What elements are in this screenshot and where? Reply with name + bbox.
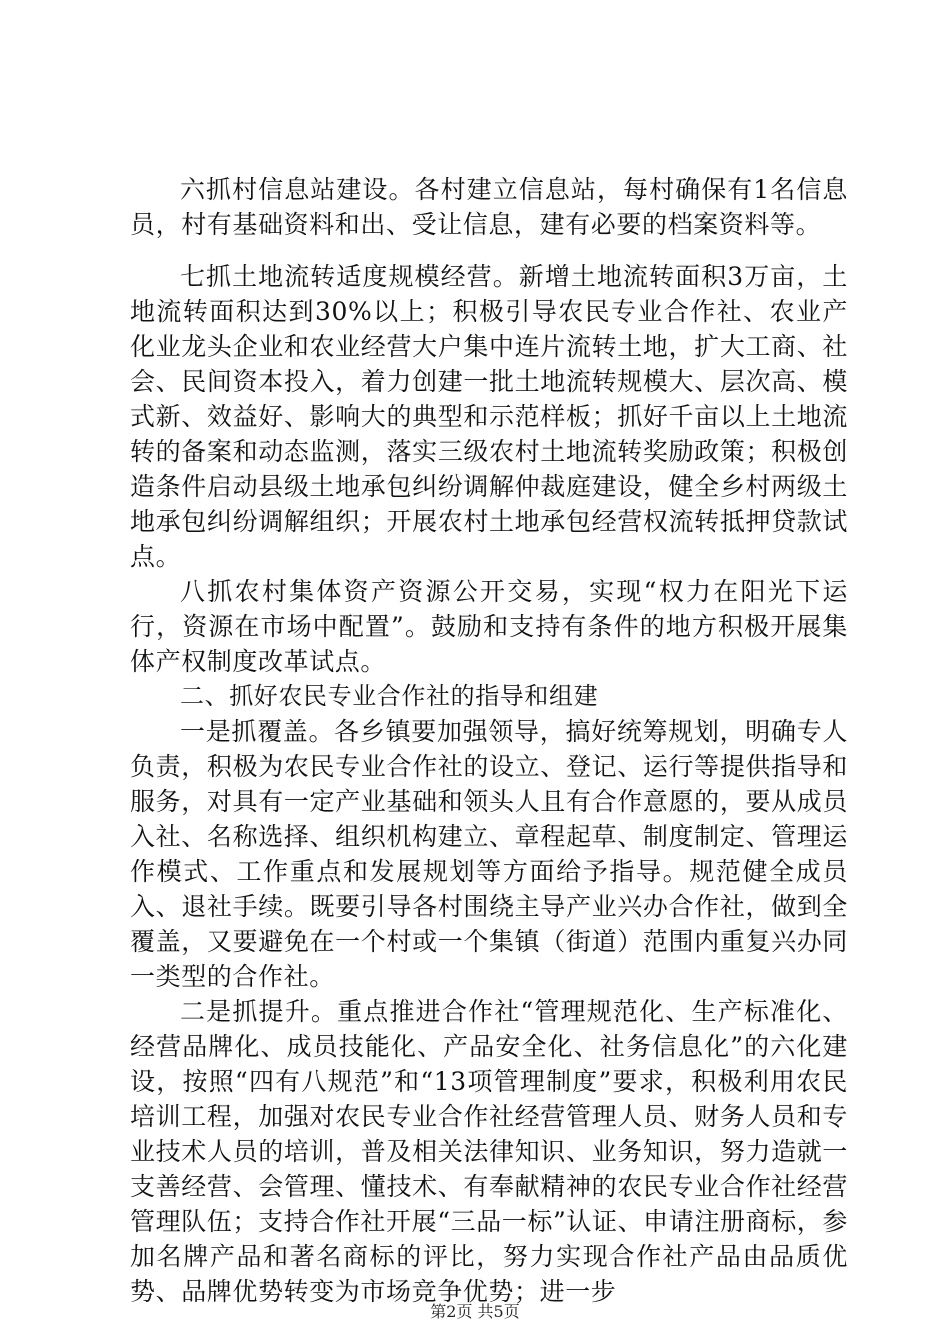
paragraph-land-transfer: 七抓土地流转适度规模经营。新增土地流转面积3万亩，土地流转面积达到30%以上；积极引导农民专业合作社、农业产化业龙头企业和农业经营大户集中连片流转土地，扩大工商、社会、民间资本投入，着力创建一批土地流转规模大、层次高、模式新、效益好、影响大的典型和示范样板；抓好千亩以上土地流转的备案和动态监测，落实三级农村土地流转奖励政策；积极创造条件启动县级土地承包纠纷调解仲裁庭建设，健全乡村两级土地承包纠纷调解组织；开展农村土地承包经营权流转抵押贷款试点。 [130,262,848,571]
paragraph-improvement: 二是抓提升。重点推进合作社“管理规范化、生产标准化、经营品牌化、成员技能化、产品安全化、社务信息化”的六化建设，按照“四有八规范”和“13项管理制度”要求，积极利用农民培训工程，加强对农民专业合作社经营管理人员、财务人员和专业技术人员的培训，普及相关法律知识、业务知识，努力造就一支善经营、会管理、懂技术、有奉献精神的农民专业合作社经营管理队伍；支持合作社开展“三品一标”认证、申请注册商标，参加名牌产品和著名商标的评比，努力实现合作社产品由品质优势、品牌优势转变为市场竞争优势；进一步 [130,997,848,1306]
section-heading-cooperatives: 二、抓好农民专业合作社的指导和组建 [180,682,599,710]
page-number-footer: 第2页 共5页 [430,1302,520,1321]
paragraph-coverage: 一是抓覆盖。各乡镇要加强领导，搞好统筹规划，明确专人负责，积极为农民专业合作社的设立、登记、运行等提供指导和服务，对具有一定产业基础和领头人且有合作意愿的，要从成员入社、名称选择、组织机构建立、章程起草、制度制定、管理运作模式、工作重点和发展规划等方面给予指导。规范健全成员入、退社手续。既要引导各村围绕主导产业兴办合作社，做到全覆盖，又要避免在一个村或一个集镇（街道）范围内重复兴办同一类型的合作社。 [130,717,848,991]
paragraph-collective-assets: 八抓农村集体资产资源公开交易，实现“权力在阳光下运行，资源在市场中配置”。鼓励和支持有条件的地方积极开展集体产权制度改革试点。 [130,577,848,676]
document-body [130,172,848,1309]
paragraph-info-station: 六抓村信息站建设。各村建立信息站，每村确保有1名信息员，村有基础资料和出、受让信息，建有必要的档案资料等。 [130,175,848,239]
